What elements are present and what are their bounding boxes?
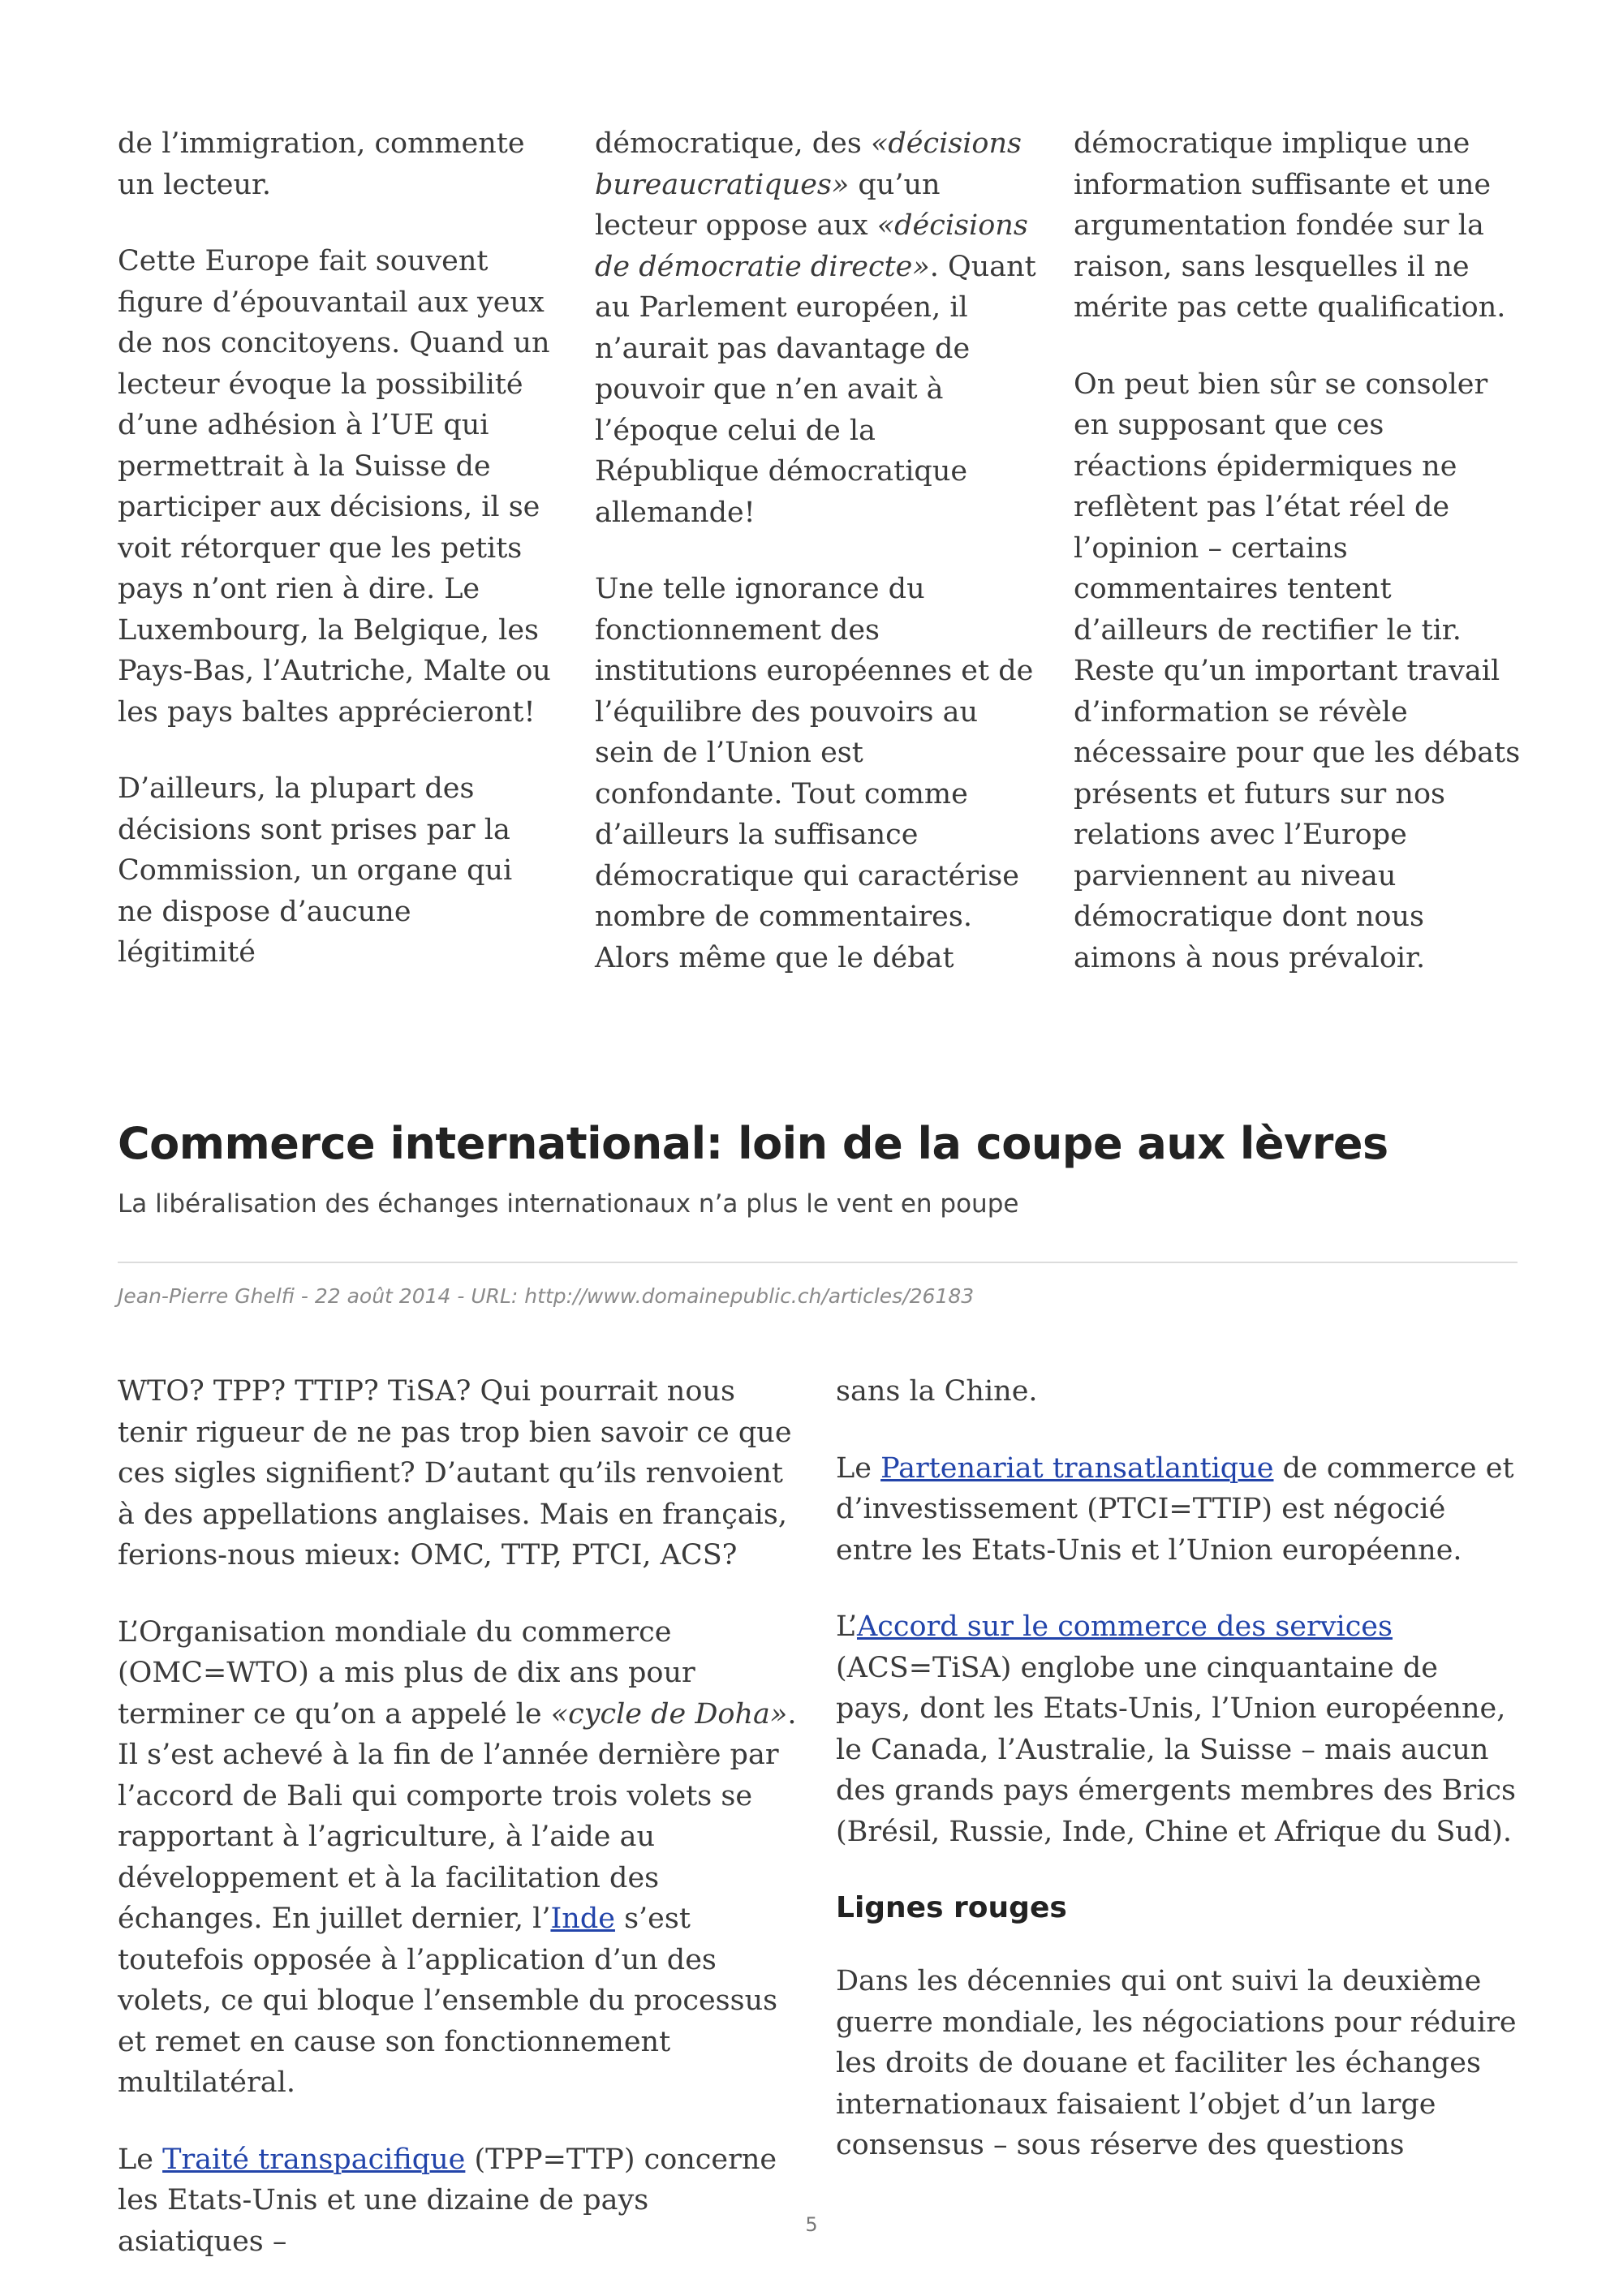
quote-italic: «décisions bureaucratiques»	[595, 127, 1022, 201]
text-run: (ACS=TiSA) englobe une cinquantaine de pays, dont les Etats-Unis, l’Union européenne, le Canada, l’Australie, la Suisse – mais aucun des grands pays émergents membres des Brics (Brésil, Russie, Inde, Chine et Afrique du Sud).	[836, 1651, 1516, 1848]
text-run: de commerce et d’investissement (PTCI=TTIP) est négocié entre les Etats-Unis et l’Union européenne.	[836, 1451, 1514, 1567]
text-run: (TPP=TTP) concerne les Etats-Unis et une dizaine de pays asiatiques –	[118, 2143, 777, 2258]
divider	[118, 1262, 1518, 1263]
article2-column-1	[118, 1371, 799, 2262]
text-run: . Quant au Parlement européen, il n’aurait pas davantage de pouvoir que n’en avait à l’époque celui de la République démocratique allemande!	[595, 250, 1036, 529]
text-run: qu’un lecteur oppose aux	[595, 168, 941, 242]
article1-column-3	[1074, 123, 1524, 978]
paragraph: Dans les décennies qui ont suivi la deuxième guerre mondiale, les négociations pour réduire les droits de douane et faciliter les échanges internationaux faisaient l’objet d’un large consensus – sous réserve des questions	[836, 1965, 1517, 2161]
quote-italic: «cycle de Doha»	[550, 1697, 788, 1731]
quote-italic: «décisions de démocratie directe»	[595, 209, 1028, 283]
paragraph: Une telle ignorance du fonctionnement des institutions européennes et de l’équilibre des pouvoirs au sein de l’Union est confondante. Tout comme d’ailleurs la suffisance démocratique qui caractérise nombre de commentaires. Alors même que le débat	[595, 573, 1034, 974]
paragraph	[595, 123, 1040, 533]
text-run: . Il s’est achevé à la fin de l’année dernière par l’accord de Bali qui comporte trois volets se rapportant à l’agriculture, à l’aide au développement et à la facilitation des échanges. En juillet dernier, l’	[118, 1697, 797, 1935]
text-run: L’Organisation mondiale du commerce (OMC=WTO) a mis plus de dix ans pour terminer ce qu’on a appelé le	[118, 1615, 695, 1731]
text-run: démocratique, des	[595, 127, 871, 160]
article1-column-1	[118, 123, 556, 974]
paragraph	[118, 2139, 799, 2263]
article2-column-2	[836, 1371, 1518, 2166]
text-run: s’est toutefois opposée à l’application d’un des volets, ce qui bloque l’ensemble du processus et remet en cause son fonctionnement multilatéral.	[118, 1903, 778, 2099]
text-run: Le	[836, 1451, 881, 1485]
paragraph: D’ailleurs, la plupart des décisions sont prises par la Commission, un organe qui ne dispose d’aucune légitimité	[118, 772, 513, 969]
page-number: 5	[805, 2213, 818, 2236]
paragraph: démocratique implique une information suffisante et une argumentation fondée sur la raison, sans lesquelles il ne mérite pas cette qualification.	[1074, 127, 1506, 324]
link-inde[interactable]: Inde	[550, 1903, 615, 1935]
article-meta: Jean-Pierre Ghelfi - 22 août 2014 - URL: http://www.domainepublic.ch/articles/26183	[118, 1284, 975, 1308]
link-partenariat-transatlantique[interactable]: Partenariat transatlantique	[880, 1451, 1274, 1485]
text-run: Le	[118, 2143, 163, 2176]
paragraph	[118, 1612, 799, 2104]
paragraph: WTO? TPP? TTIP? TiSA? Qui pourrait nous tenir rigueur de ne pas trop bien savoir ce que ces sigles signifient? D’autant qu’ils renvoient à des appellations anglaises. Mais en français, ferions-nous mieux: OMC, TTP, PTCI, ACS?	[118, 1375, 792, 1572]
article-subtitle: La libéralisation des échanges internationaux n’a plus le vent en poupe	[118, 1189, 1019, 1219]
section-heading: Lignes rouges	[836, 1891, 1067, 1924]
link-accord-services[interactable]: Accord sur le commerce des services	[856, 1610, 1393, 1643]
link-traite-transpacifique[interactable]: Traité transpacifique	[162, 2143, 466, 2176]
article1-column-2	[595, 123, 1040, 978]
paragraph: de l’immigration, commente un lecteur.	[118, 127, 525, 201]
paragraph	[836, 1606, 1518, 1852]
text-run: L’	[836, 1610, 857, 1643]
paragraph: On peut bien sûr se consoler en supposant que ces réactions épidermiques ne reflètent pas l’état réel de l’opinion – certains commentaires tentent d’ailleurs de rectifier le tir. Reste qu’un important travail d’information se révèle nécessaire pour que les débats présents et futurs sur nos relations avec l’Europe parviennent au niveau démocratique dont nous aimons à nous prévaloir.	[1074, 368, 1521, 974]
paragraph	[836, 1448, 1518, 1572]
paragraph: Cette Europe fait souvent figure d’épouvantail aux yeux de nos concitoyens. Quand un lecteur évoque la possibilité d’une adhésion à l’UE qui permettrait à la Suisse de participer aux décisions, il se voit rétorquer que les petits pays n’ont rien à dire. Le Luxembourg, la Belgique, les Pays-Bas, l’Autriche, Malte ou les pays baltes apprécieront!	[118, 245, 551, 729]
article-title: Commerce international: loin de la coupe aux lèvres	[118, 1118, 1388, 1169]
paragraph: sans la Chine.	[836, 1375, 1038, 1408]
